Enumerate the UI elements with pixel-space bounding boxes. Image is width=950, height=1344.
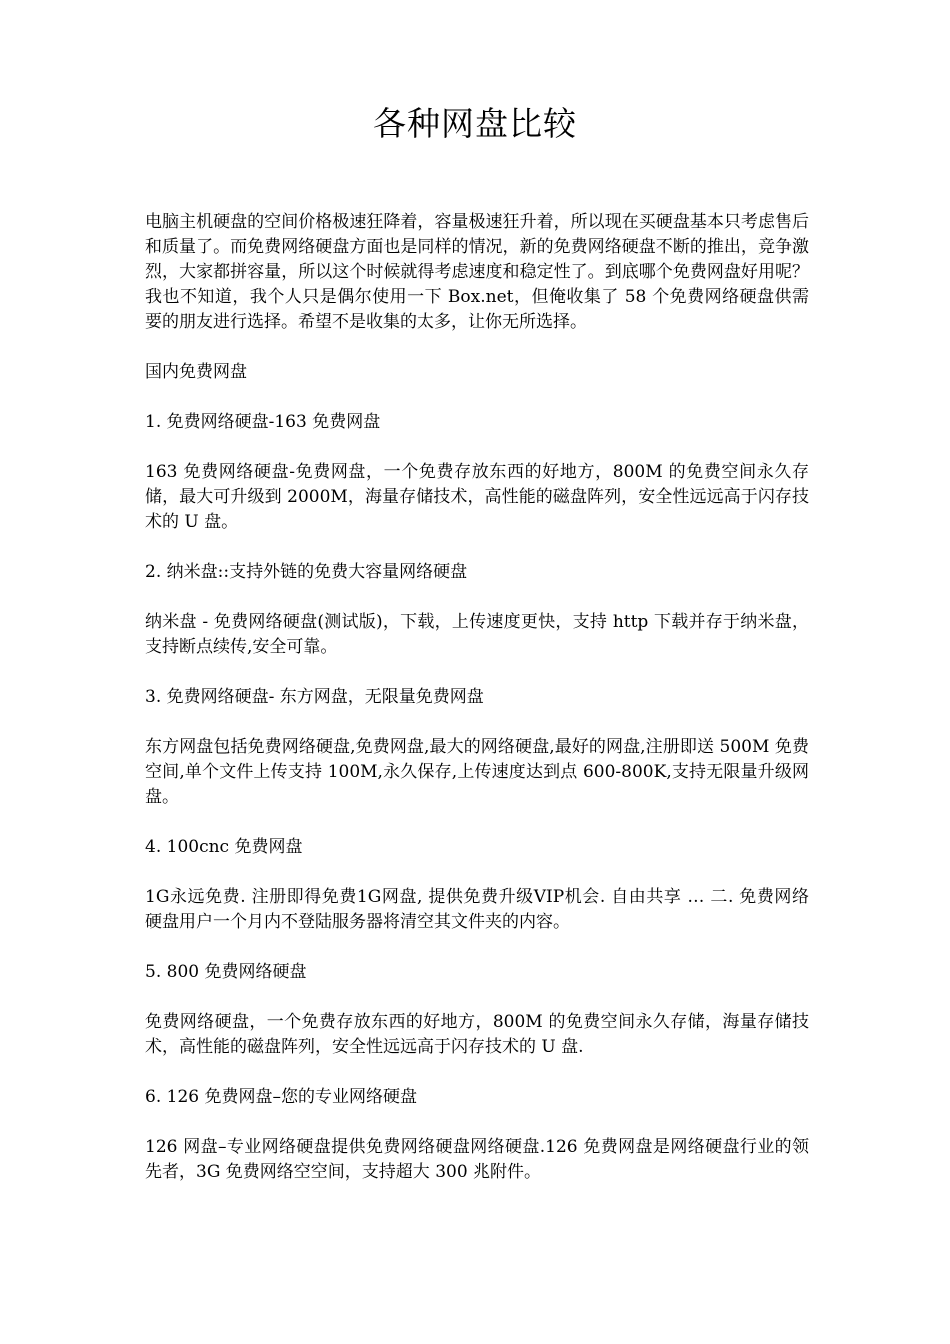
item-6-body: 126 网盘–专业网络硬盘提供免费网络硬盘网络硬盘.126 免费网盘是网络硬盘行业的领先者，3G 免费网络空空间，支持超大 300 兆附件。 — [145, 1137, 809, 1182]
document-title: 各种网盘比较 — [373, 104, 577, 143]
item-3-body: 东方网盘包括免费网络硬盘,免费网盘,最大的网络硬盘,最好的网盘,注册即送 500M 免费空间,单个文件上传支持 100M,永久保存,上传速度达到点 600-800K,支持无限量升级网盘。 — [145, 737, 809, 807]
item-5-body: 免费网络硬盘，一个免费存放东西的好地方，800M 的免费空间永久存储，海量存储技术，高性能的磁盘阵列，安全性远远高于闪存技术的 U 盘. — [145, 1012, 809, 1057]
item-6-heading: 6. 126 免费网盘–您的专业网络硬盘 — [145, 1087, 417, 1107]
item-2-heading: 2. 纳米盘::支持外链的免费大容量网络硬盘 — [145, 562, 468, 582]
item-1-body: 163 免费网络硬盘-免费网盘，一个免费存放东西的好地方，800M 的免费空间永久存储，最大可升级到 2000M，海量存储技术，高性能的磁盘阵列，安全性远远高于闪存技术的 U 盘。 — [145, 462, 809, 532]
item-4-heading: 4. 100cnc 免费网盘 — [145, 837, 303, 857]
intro-paragraph: 电脑主机硬盘的空间价格极速狂降着，容量极速狂升着，所以现在买硬盘基本只考虑售后和质量了。而免费网络硬盘方面也是同样的情况，新的免费网络硬盘不断的推出，竞争激烈，大家都拼容量，所以这个时候就得考虑速度和稳定性了。到底哪个免费网盘好用呢？ 我也不知道，我个人只是偶尔使用一下 Box.net，但俺收集了 58 个免费网络硬盘供需要的朋友进行选择。希望不是收集的太多，让你无所选择。 — [145, 212, 809, 332]
item-5-heading: 5. 800 免费网络硬盘 — [145, 962, 307, 982]
item-1-heading: 1. 免费网络硬盘-163 免费网盘 — [145, 412, 381, 432]
section-heading: 国内免费网盘 — [145, 362, 247, 382]
item-2-body: 纳米盘 - 免费网络硬盘(测试版)，下载，上传速度更快，支持 http 下载并存于纳米盘，支持断点续传,安全可靠。 — [145, 612, 809, 657]
item-3-heading: 3. 免费网络硬盘- 东方网盘，无限量免费网盘 — [145, 687, 484, 707]
document-body — [145, 210, 809, 1210]
item-4-body: 1G永远免费. 注册即得免费1G网盘, 提供免费升级VIP机会. 自由共享 … 二. 免费网络 硬盘用户一个月内不登陆服务器将清空其文件夹的内容。 — [145, 887, 809, 932]
